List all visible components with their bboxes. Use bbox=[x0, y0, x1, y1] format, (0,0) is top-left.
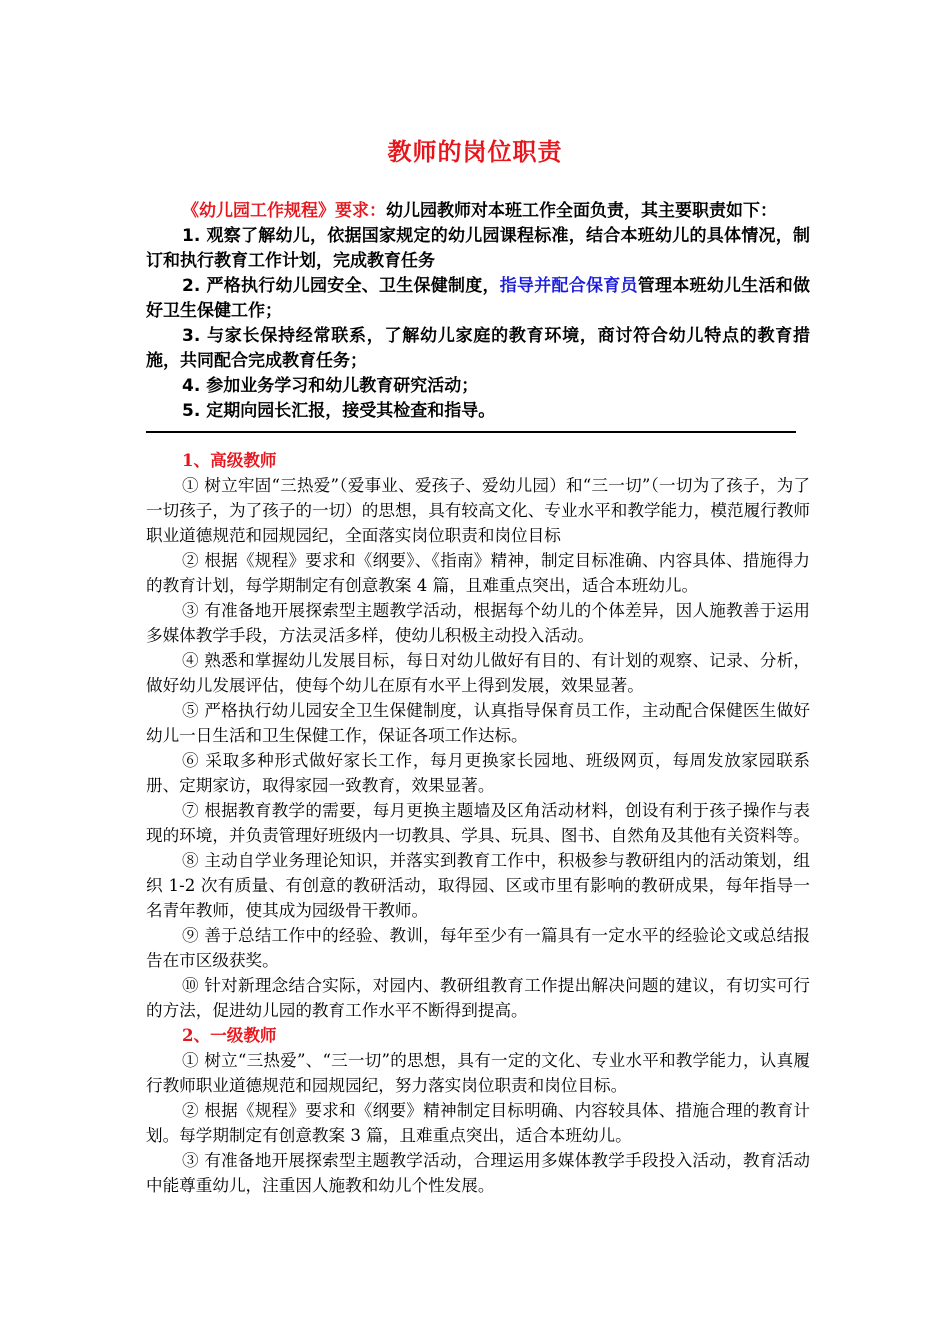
intro-item-5: 5. 定期向园长汇报，接受其检查和指导。 bbox=[182, 401, 496, 421]
senior-item-1: ① 树立牢固“三热爱”（爱事业、爱孩子、爱幼儿园）和“三一切”（一切为了孩子，为了一切孩子，为了孩子的一切）的思想，具有较高文化、专业水平和教学能力，模范履行教师职业道德规范和园规园纪，全面落实岗位职责和岗位目标 bbox=[146, 476, 810, 545]
intro-lead bbox=[146, 199, 810, 224]
intro-item-2 bbox=[146, 274, 810, 324]
senior-item-5: ⑤ 严格执行幼儿园安全卫生保健制度，认真指导保育员工作，主动配合保健医生做好幼儿一日生活和卫生保健工作，保证各项工作达标。 bbox=[146, 701, 810, 745]
senior-item-9: ⑨ 善于总结工作中的经验、教训，每年至少有一篇具有一定水平的经验论文或总结报告在市区级获奖。 bbox=[146, 926, 810, 970]
page-title: 教师的岗位职责 bbox=[387, 138, 563, 166]
intro-item-4: 4. 参加业务学习和幼儿教育研究活动； bbox=[182, 376, 479, 396]
senior-item-8: ⑧ 主动自学业务理论知识，并落实到教育工作中，积极参与教研组内的活动策划，组织 1-2 次有质量、有创意的教研活动，取得园、区或市里有影响的教研成果，每年指导一名青年教师，使其成为园级骨干教师。 bbox=[146, 851, 810, 920]
intro-section bbox=[146, 199, 810, 424]
senior-item-10: ⑩ 针对新理念结合实际，对园内、教研组教育工作提出解决问题的建议，有切实可行的方法，促进幼儿园的教育工作水平不断得到提高。 bbox=[146, 976, 810, 1020]
senior-item-2: ② 根据《规程》要求和《纲要》、《指南》精神，制定目标准确、内容具体、措施得力的教育计划，每学期制定有创意教案 4 篇，且难重点突出，适合本班幼儿。 bbox=[146, 551, 810, 595]
section-divider bbox=[146, 431, 796, 433]
intro-item-2-part-a: 2. 严格执行幼儿园安全、卫生保健制度， bbox=[182, 276, 500, 296]
intro-lead-highlight: 《幼儿园工作规程》要求： bbox=[182, 201, 386, 221]
intro-item-3: 3. 与家长保持经常联系，了解幼儿家庭的教育环境，商讨符合幼儿特点的教育措施，共同配合完成教育任务； bbox=[146, 326, 810, 371]
senior-teacher-heading: 1、高级教师 bbox=[182, 450, 277, 470]
intro-lead-text: 幼儿园教师对本班工作全面负责，其主要职责如下： bbox=[386, 201, 777, 221]
first-item-2: ② 根据《规程》要求和《纲要》精神制定目标明确、内容较具体、措施合理的教育计划。每学期制定有创意教案 3 篇，且难重点突出，适合本班幼儿。 bbox=[146, 1101, 810, 1145]
intro-item-1: 1. 观察了解幼儿，依据国家规定的幼儿园课程标准，结合本班幼儿的具体情况，制订和执行教育工作计划，完成教育任务 bbox=[146, 226, 810, 271]
senior-item-3: ③ 有准备地开展探索型主题教学活动，根据每个幼儿的个体差异，因人施教善于运用多媒体教学手段，方法灵活多样，使幼儿积极主动投入活动。 bbox=[146, 601, 810, 645]
intro-item-2-part-b: 管理本班幼儿生活和做好卫生保健工作； bbox=[146, 276, 811, 321]
first-item-1: ① 树立“三热爱”、“三一切”的思想，具有一定的文化、专业水平和教学能力，认真履行教师职业道德规范和园规园纪，努力落实岗位职责和岗位目标。 bbox=[146, 1051, 810, 1095]
duties-section bbox=[146, 448, 810, 1198]
senior-item-4: ④ 熟悉和掌握幼儿发展目标，每日对幼儿做好有目的、有计划的观察、记录、分析，做好幼儿发展评估，使每个幼儿在原有水平上得到发展，效果显著。 bbox=[146, 651, 810, 695]
first-teacher-heading: 2、一级教师 bbox=[182, 1025, 277, 1045]
senior-item-6: ⑥ 采取多种形式做好家长工作，每月更换家长园地、班级网页，每周发放家园联系册、定期家访，取得家园一致教育，效果显著。 bbox=[146, 751, 810, 795]
senior-item-7: ⑦ 根据教育教学的需要，每月更换主题墙及区角活动材料，创设有利于孩子操作与表现的环境，并负责管理好班级内一切教具、学具、玩具、图书、自然角及其他有关资料等。 bbox=[146, 801, 810, 845]
intro-item-2-highlight: 指导并配合保育员 bbox=[499, 276, 638, 296]
first-item-3: ③ 有准备地开展探索型主题教学活动，合理运用多媒体教学手段投入活动，教育活动中能尊重幼儿，注重因人施教和幼儿个性发展。 bbox=[146, 1151, 810, 1195]
